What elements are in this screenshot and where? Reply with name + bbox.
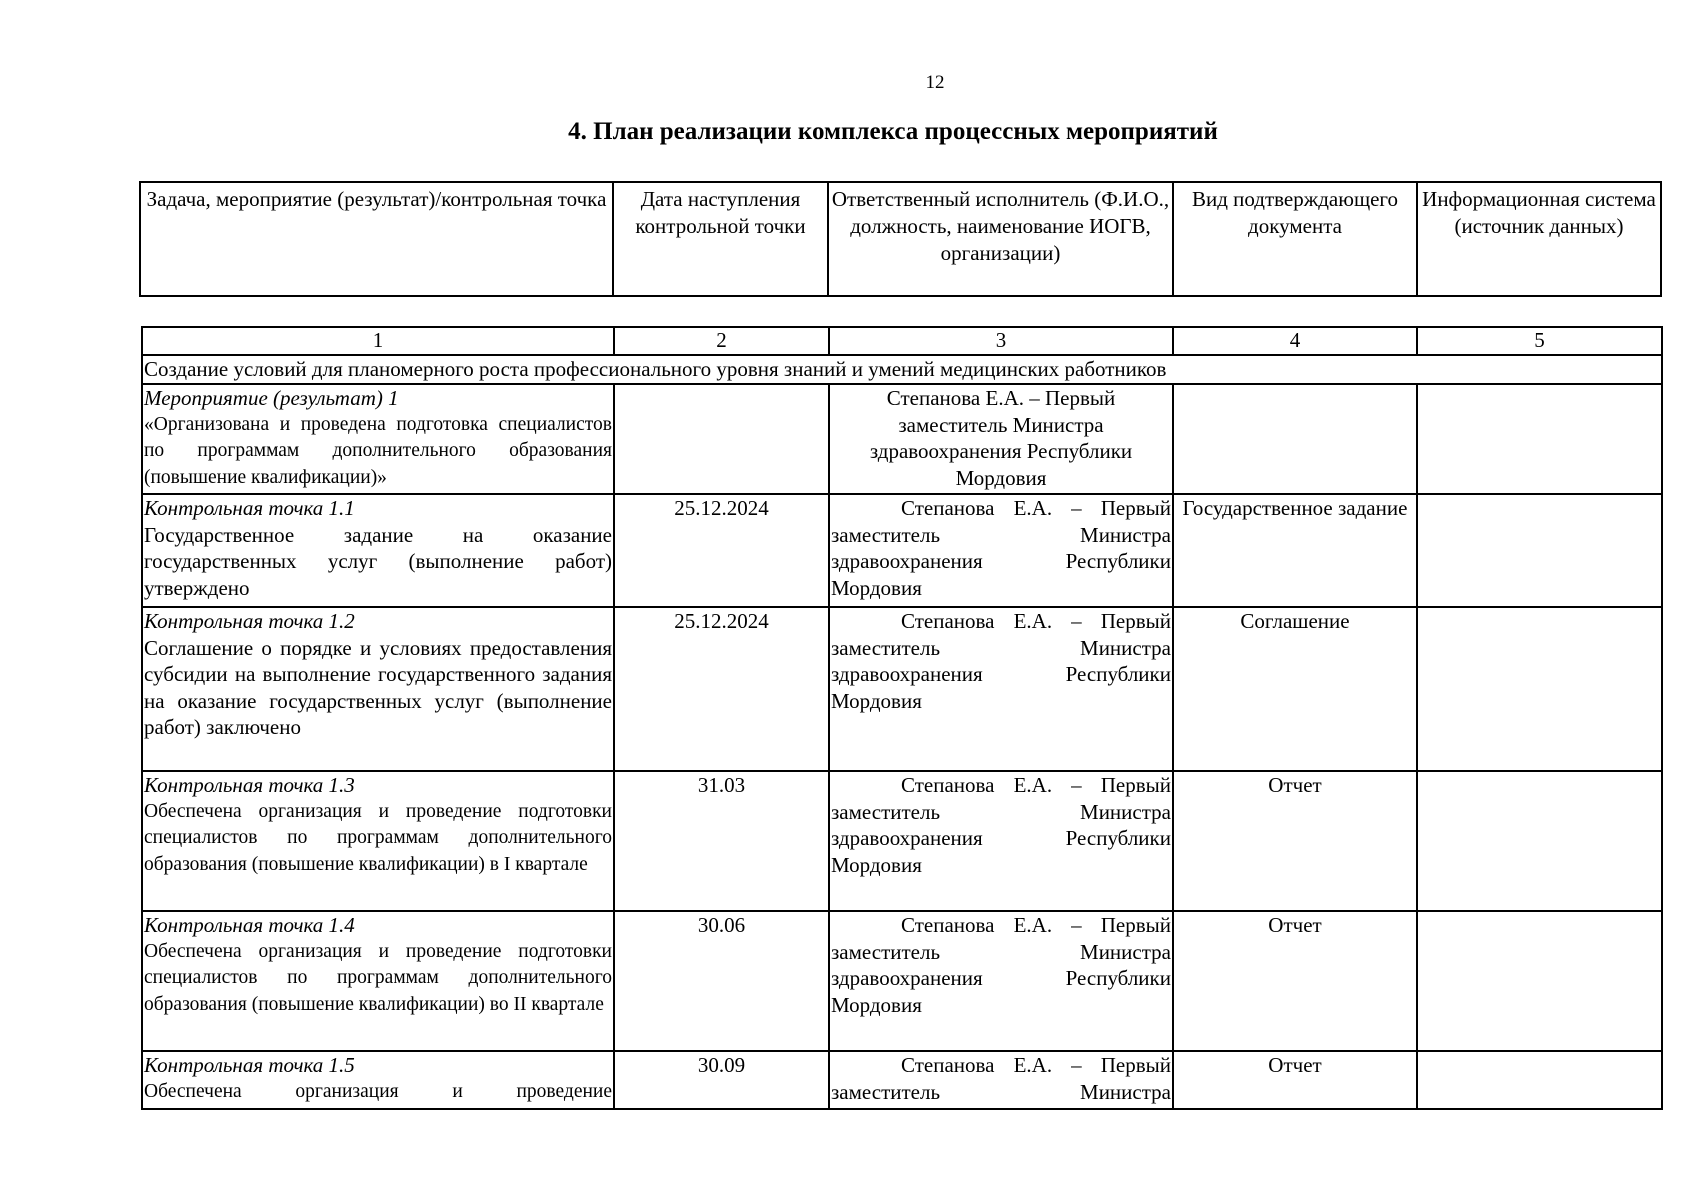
document-cell: Соглашение: [1173, 607, 1417, 771]
column-number-row: [142, 327, 1662, 355]
executor-cell: Степанова Е.А. – Первый заместитель Министра здравоохранения Республики Мордовия: [829, 384, 1173, 494]
task-cell: [142, 494, 614, 607]
column-number: 4: [1173, 327, 1417, 355]
section-title: Создание условий для планомерного роста профессионального уровня знаний и умений медицинских работников: [142, 355, 1662, 384]
system-cell: [1417, 911, 1662, 1051]
document-cell: Отчет: [1173, 771, 1417, 911]
plan-table: [141, 326, 1663, 1110]
executor-cell: [829, 771, 1173, 911]
section-row: [142, 355, 1662, 384]
document-cell: [1173, 384, 1417, 494]
task-cell: [142, 911, 614, 1051]
row-label: Контрольная точка 1.1: [144, 496, 355, 520]
row-label: Контрольная точка 1.5: [144, 1053, 355, 1077]
row-label: Мероприятие (результат) 1: [144, 386, 399, 410]
date-cell: 30.09: [614, 1051, 829, 1109]
row-text: Государственное задание на оказание государственных услуг (выполнение работ) утверждено: [144, 522, 612, 600]
date-cell: 25.12.2024: [614, 607, 829, 771]
system-cell: [1417, 607, 1662, 771]
document-cell: Государственное задание: [1173, 494, 1417, 607]
document-cell: Отчет: [1173, 911, 1417, 1051]
row-text: Соглашение о порядке и условиях предоставления субсидии на выполнение государственного задания на оказание государственных услуг (выполнение работ) заключено: [144, 635, 612, 740]
task-cell: [142, 771, 614, 911]
header-task: Задача, мероприятие (результат)/контрольная точка: [140, 182, 613, 296]
page-number: 12: [925, 72, 945, 93]
date-cell: 30.06: [614, 911, 829, 1051]
header-table: [139, 181, 1662, 297]
header-executor: Ответственный исполнитель (Ф.И.О., должность, наименование ИОГВ, организации): [828, 182, 1173, 296]
task-cell: [142, 1051, 614, 1109]
table-row: [142, 1051, 1662, 1109]
task-cell: [142, 384, 614, 494]
executor-text: Степанова Е.А. – Первый заместитель Министра здравоохранения Республики Мордовия: [831, 609, 1171, 713]
system-cell: [1417, 771, 1662, 911]
row-label: Контрольная точка 1.2: [144, 609, 355, 633]
table-row: [142, 771, 1662, 911]
table-row: [142, 494, 1662, 607]
row-label: Контрольная точка 1.3: [144, 773, 355, 797]
executor-text: Степанова Е.А. – Первый заместитель Министра здравоохранения Республики Мордовия: [831, 496, 1171, 600]
header-row: [140, 182, 1661, 296]
column-number: 1: [142, 327, 614, 355]
row-text: Обеспечена организация и проведение подготовки специалистов по программам дополнительного образования (повышение квалификации) в I квартале: [144, 800, 612, 875]
row-text: Обеспечена организация и проведение: [144, 1080, 612, 1102]
column-number: 5: [1417, 327, 1662, 355]
system-cell: [1417, 384, 1662, 494]
row-text: «Организована и проведена подготовка специалистов по программам дополнительного образования (повышение квалификации)»: [144, 413, 612, 488]
row-text: Обеспечена организация и проведение подготовки специалистов по программам дополнительного образования (повышение квалификации) во II квартале: [144, 940, 612, 1015]
document-cell: Отчет: [1173, 1051, 1417, 1109]
table-row: [142, 607, 1662, 771]
executor-text: Степанова Е.А. – Первый заместитель Министра здравоохранения Республики Мордовия: [831, 773, 1171, 877]
executor-cell: [829, 911, 1173, 1051]
date-cell: [614, 384, 829, 494]
date-cell: 25.12.2024: [614, 494, 829, 607]
executor-text: Степанова Е.А. – Первый заместитель Министра здравоохранения Республики Мордовия: [831, 913, 1171, 1017]
header-system: Информационная система (источник данных): [1417, 182, 1661, 296]
column-number: 2: [614, 327, 829, 355]
executor-cell: [829, 1051, 1173, 1109]
system-cell: [1417, 494, 1662, 607]
page-title: 4. План реализации комплекса процессных мероприятий: [568, 118, 1218, 145]
table-row: [142, 384, 1662, 494]
system-cell: [1417, 1051, 1662, 1109]
executor-cell: [829, 494, 1173, 607]
task-cell: [142, 607, 614, 771]
executor-text: Степанова Е.А. – Первый заместитель Министра: [831, 1053, 1171, 1104]
column-number: 3: [829, 327, 1173, 355]
table-row: [142, 911, 1662, 1051]
date-cell: 31.03: [614, 771, 829, 911]
row-label: Контрольная точка 1.4: [144, 913, 355, 937]
executor-cell: [829, 607, 1173, 771]
header-document: Вид подтверждающего документа: [1173, 182, 1417, 296]
header-date: Дата наступления контрольной точки: [613, 182, 828, 296]
